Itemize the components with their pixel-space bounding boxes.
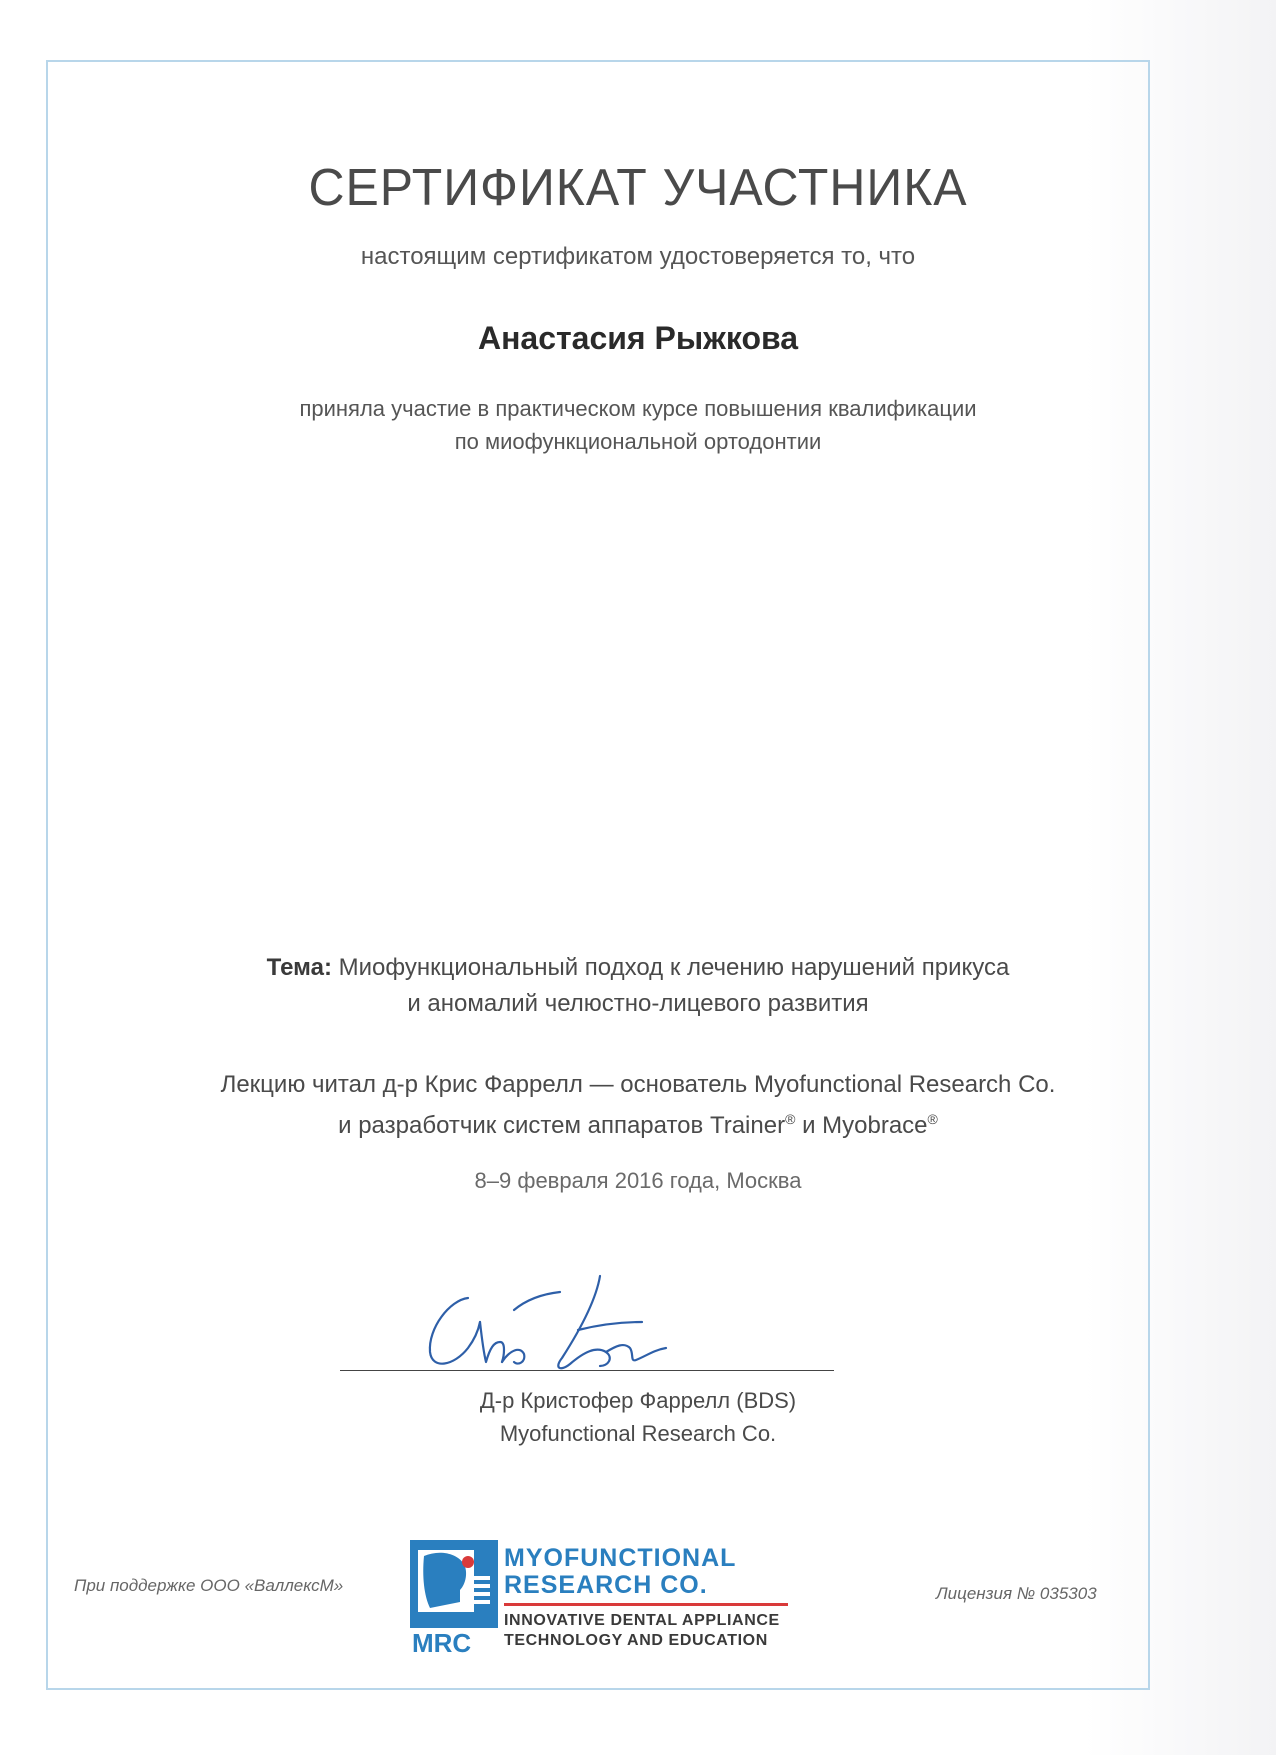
topic-line-2: и аномалий челюстно-лицевого развития [407, 990, 869, 1017]
date-place: 8–9 февраля 2016 года, Москва [474, 1168, 802, 1193]
intro-text: настоящим сертификатом удостоверяется то, что [360, 243, 916, 270]
topic-block [0, 950, 1276, 1022]
lecture-line-1: Лекцию читал д-р Крис Фаррелл — основатель Myofunctional Research Co. [220, 1071, 1056, 1098]
topic-line-1 [0, 950, 1276, 986]
certificate-title: СЕРТИФИКАТ УЧАСТНИКА [308, 159, 968, 217]
description-line-2: по миофункциональной ортодонтии [454, 429, 822, 454]
lecture-line-2 [0, 1102, 1276, 1143]
logo-line-2: RESEARCH CO. [504, 1571, 708, 1599]
lecture-line-2-mid: и Myobrace [795, 1112, 928, 1139]
lecture-block [0, 1068, 1276, 1143]
support-note: При поддержке ООО «ВаллексМ» [74, 1576, 344, 1595]
signer-name: Д-р Кристофер Фаррелл (BDS) [479, 1388, 797, 1413]
registered-mark: ® [927, 1111, 938, 1127]
signer-block [0, 1384, 1276, 1450]
signature-line [340, 1370, 834, 1371]
recipient-name: Анастасия Рыжкова [477, 320, 799, 356]
description-line-1: приняла участие в практическом курсе повышения квалификации [299, 396, 977, 421]
signature-icon [410, 1270, 700, 1380]
course-description [0, 392, 1276, 458]
mrc-logo-mark: MRC [412, 1628, 472, 1658]
topic-label: Тема: [266, 954, 332, 981]
mrc-logo-icon [410, 1540, 500, 1658]
registered-mark: ® [785, 1111, 796, 1127]
logo-line-1: MYOFUNCTIONAL [504, 1544, 737, 1572]
license-number: Лицензия № 035303 [936, 1584, 1097, 1603]
logo-line-3: INNOVATIVE DENTAL APPLIANCE [504, 1612, 780, 1629]
logo-divider [504, 1603, 788, 1606]
topic-text-1: Миофункциональный подход к лечению нарушений прикуса [331, 954, 1010, 981]
signer-organization: Myofunctional Research Co. [499, 1421, 777, 1446]
logo-text [504, 1545, 788, 1651]
logo-line-4: TECHNOLOGY AND EDUCATION [504, 1632, 768, 1649]
lecture-line-2-prefix: и разработчик систем аппаратов Trainer [338, 1112, 786, 1139]
